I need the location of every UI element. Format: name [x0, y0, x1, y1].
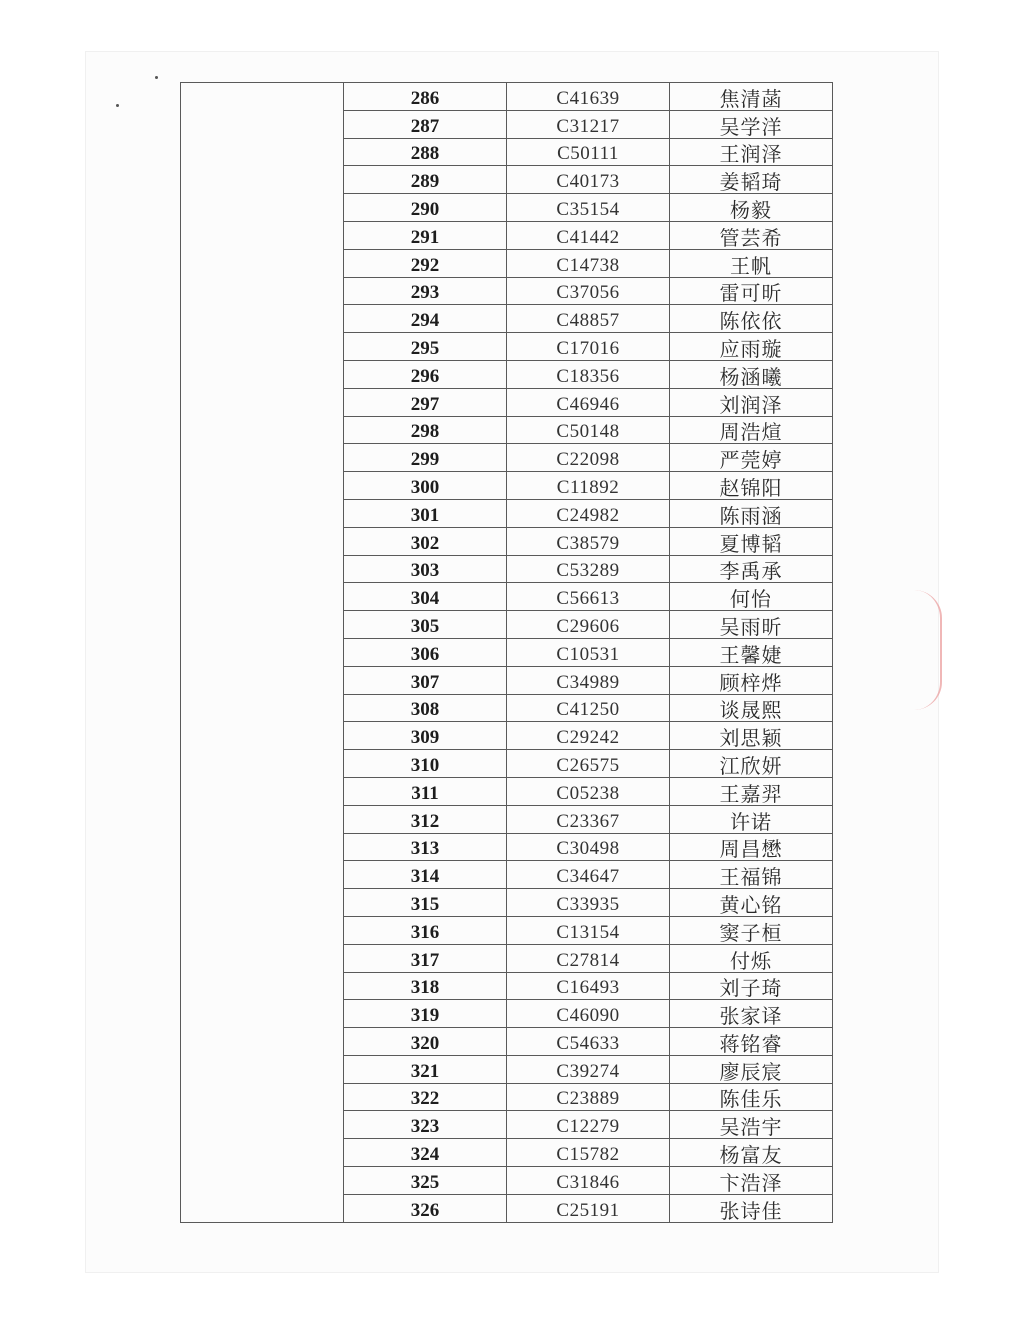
- row-number-cell: 313: [344, 833, 507, 861]
- candidate-id-cell: C35154: [507, 194, 670, 222]
- candidate-id-cell: C29242: [507, 722, 670, 750]
- row-number-cell: 287: [344, 110, 507, 138]
- candidate-name-cell: 应雨璇: [670, 333, 833, 361]
- candidate-id-cell: C34647: [507, 861, 670, 889]
- row-number-cell: 320: [344, 1028, 507, 1056]
- candidate-id-cell: C30498: [507, 833, 670, 861]
- candidate-id-cell: C31846: [507, 1167, 670, 1195]
- candidate-name-cell: 周昌懋: [670, 833, 833, 861]
- row-number-cell: 308: [344, 694, 507, 722]
- row-number-cell: 314: [344, 861, 507, 889]
- row-number-cell: 304: [344, 583, 507, 611]
- candidate-name-cell: 廖辰宸: [670, 1055, 833, 1083]
- roster-table: [180, 82, 833, 1223]
- candidate-name-cell: 严莞婷: [670, 444, 833, 472]
- row-number-cell: 288: [344, 138, 507, 166]
- candidate-id-cell: C25191: [507, 1194, 670, 1222]
- candidate-name-cell: 蒋铭睿: [670, 1028, 833, 1056]
- scan-speck: [155, 76, 158, 79]
- candidate-name-cell: 江欣妍: [670, 750, 833, 778]
- candidate-id-cell: C46090: [507, 1000, 670, 1028]
- candidate-name-cell: 周浩煊: [670, 416, 833, 444]
- candidate-id-cell: C22098: [507, 444, 670, 472]
- candidate-name-cell: 何怡: [670, 583, 833, 611]
- row-number-cell: 322: [344, 1083, 507, 1111]
- row-number-cell: 323: [344, 1111, 507, 1139]
- candidate-id-cell: C39274: [507, 1055, 670, 1083]
- candidate-name-cell: 吴学洋: [670, 110, 833, 138]
- candidate-name-cell: 杨毅: [670, 194, 833, 222]
- row-number-cell: 297: [344, 388, 507, 416]
- candidate-id-cell: C34989: [507, 666, 670, 694]
- candidate-name-cell: 付烁: [670, 944, 833, 972]
- candidate-id-cell: C24982: [507, 499, 670, 527]
- candidate-id-cell: C41442: [507, 221, 670, 249]
- row-number-cell: 301: [344, 499, 507, 527]
- candidate-name-cell: 刘思颖: [670, 722, 833, 750]
- candidate-name-cell: 张诗佳: [670, 1194, 833, 1222]
- seal-stamp-edge: [914, 590, 942, 710]
- candidate-name-cell: 王帆: [670, 249, 833, 277]
- candidate-name-cell: 王福锦: [670, 861, 833, 889]
- candidate-id-cell: C50148: [507, 416, 670, 444]
- candidate-name-cell: 吴雨昕: [670, 611, 833, 639]
- row-number-cell: 307: [344, 666, 507, 694]
- row-number-cell: 325: [344, 1167, 507, 1195]
- row-number-cell: 296: [344, 360, 507, 388]
- candidate-name-cell: 姜韬琦: [670, 166, 833, 194]
- roster-table-body: [181, 83, 833, 1223]
- row-number-cell: 309: [344, 722, 507, 750]
- candidate-name-cell: 杨富友: [670, 1139, 833, 1167]
- candidate-name-cell: 王馨婕: [670, 638, 833, 666]
- group-column-cell: [181, 83, 344, 1223]
- candidate-id-cell: C41250: [507, 694, 670, 722]
- row-number-cell: 294: [344, 305, 507, 333]
- row-number-cell: 321: [344, 1055, 507, 1083]
- row-number-cell: 293: [344, 277, 507, 305]
- candidate-name-cell: 王嘉羿: [670, 777, 833, 805]
- candidate-name-cell: 王润泽: [670, 138, 833, 166]
- candidate-id-cell: C15782: [507, 1139, 670, 1167]
- candidate-name-cell: 刘子琦: [670, 972, 833, 1000]
- table-row: [181, 83, 833, 111]
- candidate-id-cell: C41639: [507, 83, 670, 111]
- row-number-cell: 302: [344, 527, 507, 555]
- candidate-id-cell: C13154: [507, 916, 670, 944]
- candidate-id-cell: C14738: [507, 249, 670, 277]
- candidate-name-cell: 张家译: [670, 1000, 833, 1028]
- candidate-id-cell: C16493: [507, 972, 670, 1000]
- candidate-id-cell: C31217: [507, 110, 670, 138]
- row-number-cell: 289: [344, 166, 507, 194]
- row-number-cell: 291: [344, 221, 507, 249]
- candidate-name-cell: 杨涵曦: [670, 360, 833, 388]
- candidate-name-cell: 焦清菡: [670, 83, 833, 111]
- candidate-name-cell: 陈雨涵: [670, 499, 833, 527]
- row-number-cell: 298: [344, 416, 507, 444]
- row-number-cell: 316: [344, 916, 507, 944]
- candidate-id-cell: C53289: [507, 555, 670, 583]
- row-number-cell: 303: [344, 555, 507, 583]
- row-number-cell: 319: [344, 1000, 507, 1028]
- candidate-name-cell: 卞浩泽: [670, 1167, 833, 1195]
- candidate-id-cell: C27814: [507, 944, 670, 972]
- candidate-id-cell: C37056: [507, 277, 670, 305]
- candidate-name-cell: 谈晟熙: [670, 694, 833, 722]
- candidate-name-cell: 许诺: [670, 805, 833, 833]
- row-number-cell: 326: [344, 1194, 507, 1222]
- candidate-id-cell: C18356: [507, 360, 670, 388]
- row-number-cell: 317: [344, 944, 507, 972]
- candidate-id-cell: C12279: [507, 1111, 670, 1139]
- row-number-cell: 286: [344, 83, 507, 111]
- candidate-id-cell: C50111: [507, 138, 670, 166]
- candidate-id-cell: C46946: [507, 388, 670, 416]
- row-number-cell: 290: [344, 194, 507, 222]
- candidate-name-cell: 管芸希: [670, 221, 833, 249]
- row-number-cell: 299: [344, 444, 507, 472]
- candidate-id-cell: C17016: [507, 333, 670, 361]
- candidate-id-cell: C48857: [507, 305, 670, 333]
- candidate-id-cell: C40173: [507, 166, 670, 194]
- row-number-cell: 295: [344, 333, 507, 361]
- row-number-cell: 315: [344, 889, 507, 917]
- candidate-name-cell: 黄心铭: [670, 889, 833, 917]
- candidate-id-cell: C33935: [507, 889, 670, 917]
- row-number-cell: 310: [344, 750, 507, 778]
- candidate-id-cell: C26575: [507, 750, 670, 778]
- candidate-id-cell: C56613: [507, 583, 670, 611]
- candidate-id-cell: C10531: [507, 638, 670, 666]
- candidate-name-cell: 夏博韬: [670, 527, 833, 555]
- candidate-name-cell: 陈佳乐: [670, 1083, 833, 1111]
- candidate-name-cell: 雷可昕: [670, 277, 833, 305]
- scan-speck: [116, 104, 119, 107]
- row-number-cell: 300: [344, 472, 507, 500]
- candidate-id-cell: C23889: [507, 1083, 670, 1111]
- row-number-cell: 318: [344, 972, 507, 1000]
- row-number-cell: 324: [344, 1139, 507, 1167]
- candidate-id-cell: C11892: [507, 472, 670, 500]
- candidate-name-cell: 刘润泽: [670, 388, 833, 416]
- candidate-id-cell: C54633: [507, 1028, 670, 1056]
- candidate-name-cell: 赵锦阳: [670, 472, 833, 500]
- row-number-cell: 306: [344, 638, 507, 666]
- candidate-id-cell: C05238: [507, 777, 670, 805]
- row-number-cell: 312: [344, 805, 507, 833]
- candidate-id-cell: C29606: [507, 611, 670, 639]
- candidate-name-cell: 陈依依: [670, 305, 833, 333]
- candidate-name-cell: 顾梓烨: [670, 666, 833, 694]
- candidate-name-cell: 窦子桓: [670, 916, 833, 944]
- candidate-id-cell: C38579: [507, 527, 670, 555]
- row-number-cell: 311: [344, 777, 507, 805]
- candidate-id-cell: C23367: [507, 805, 670, 833]
- row-number-cell: 292: [344, 249, 507, 277]
- row-number-cell: 305: [344, 611, 507, 639]
- candidate-name-cell: 李禹承: [670, 555, 833, 583]
- candidate-name-cell: 吴浩宇: [670, 1111, 833, 1139]
